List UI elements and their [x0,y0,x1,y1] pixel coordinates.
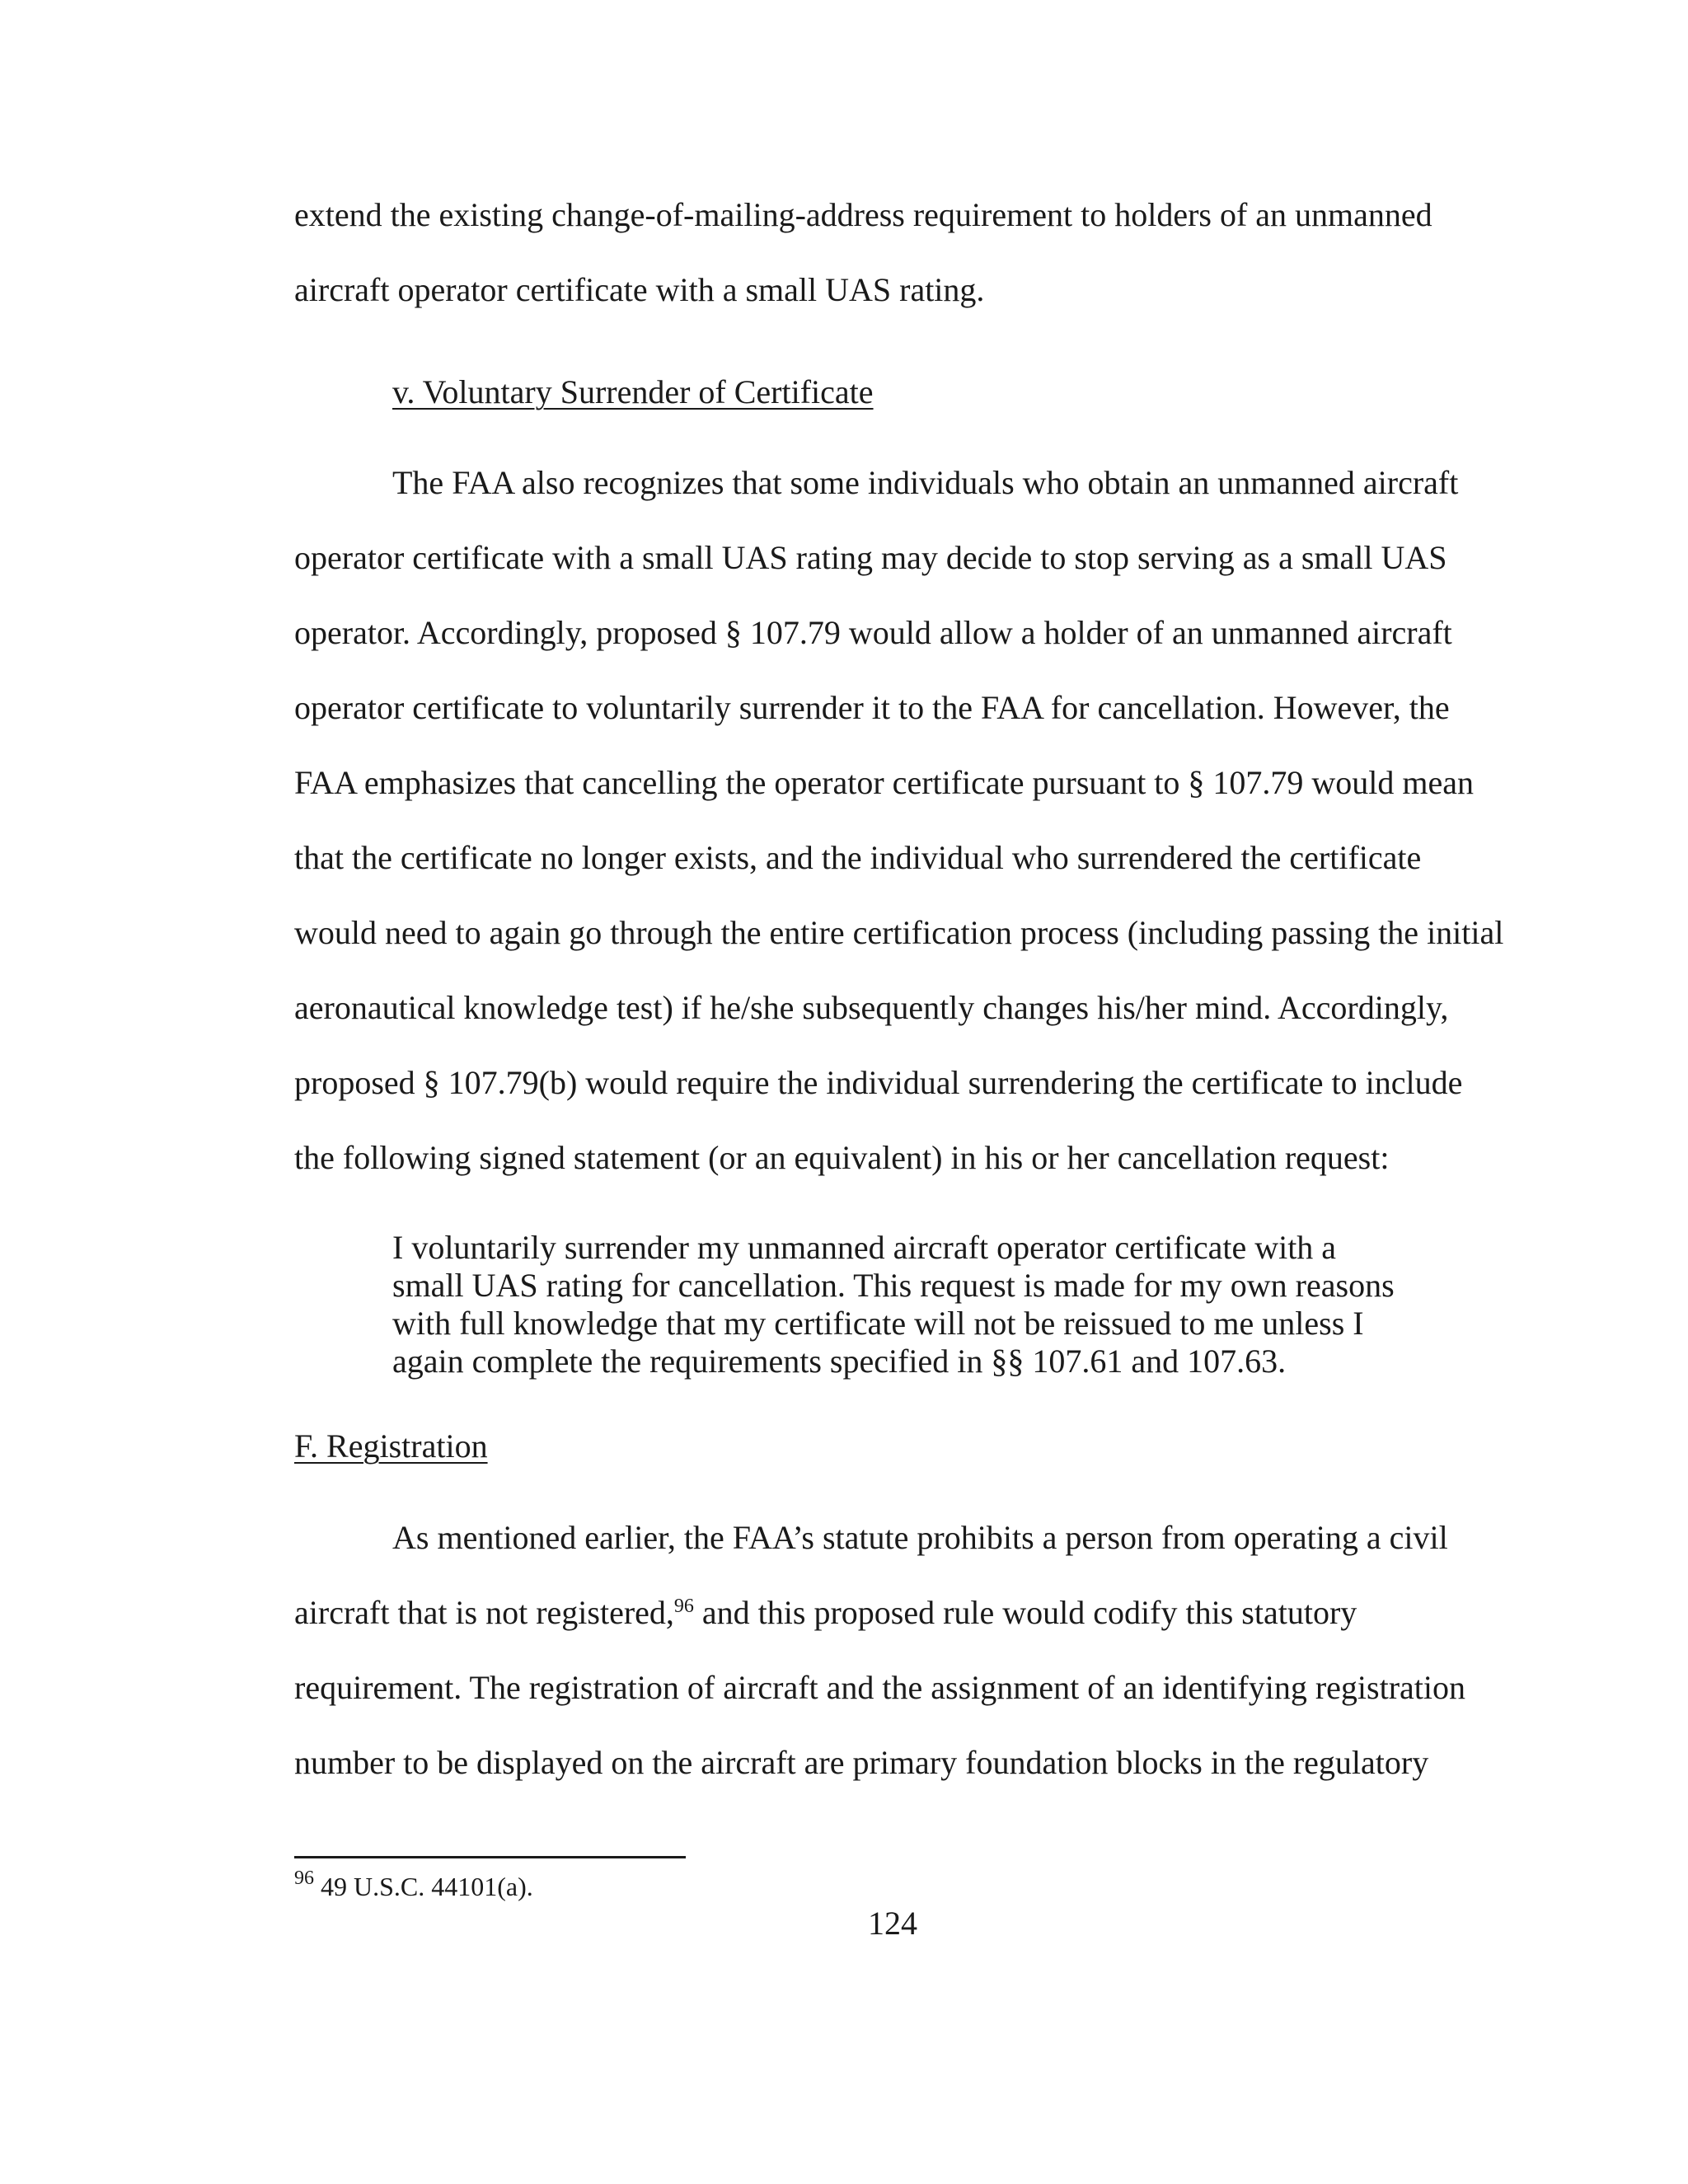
body-text-line: proposed § 107.79(b) would require the individual surrendering the certificate to include [294,1064,1463,1101]
body-text-line: aeronautical knowledge test) if he/she subsequently changes his/her mind. Accordingly, [294,989,1449,1026]
section-heading-registration: F. Registration [294,1427,488,1465]
footnote-separator [294,1856,686,1858]
page-number: 124 [868,1905,917,1942]
footnote-number: 96 [294,1868,314,1889]
body-text-line: that the certificate no longer exists, and the individual who surrendered the certificate [294,839,1422,876]
body-text-line-with-footnote [294,1593,1357,1633]
quote-line: again complete the requirements specified in §§ 107.61 and 107.63. [392,1343,1287,1380]
body-text-line: the following signed statement (or an equivalent) in his or her cancellation request: [294,1139,1390,1176]
quote-line: I voluntarily surrender my unmanned aircraft operator certificate with a [392,1229,1337,1266]
body-text-line: FAA emphasizes that cancelling the operator certificate pursuant to § 107.79 would mean [294,764,1475,801]
body-text-line: operator. Accordingly, proposed § 107.79 would allow a holder of an unmanned aircraft [294,614,1452,651]
body-text-line: The FAA also recognizes that some individuals who obtain an unmanned aircraft [392,464,1459,501]
body-text-line: operator certificate with a small UAS rating may decide to stop serving as a small UAS [294,539,1447,576]
body-text-line: extend the existing change-of-mailing-address requirement to holders of an unmanned [294,196,1432,233]
quote-line: small UAS rating for cancellation. This request is made for my own reasons [392,1267,1395,1304]
body-text-line: aircraft operator certificate with a small UAS rating. [294,271,985,308]
body-text-line: As mentioned earlier, the FAA’s statute prohibits a person from operating a civil [392,1519,1448,1556]
body-text-line: requirement. The registration of aircraft and the assignment of an identifying registration [294,1669,1466,1706]
footnote-reference: 96 [673,1596,694,1617]
text-segment: aircraft that is not registered, [294,1594,674,1631]
text-segment: and this proposed rule would codify this statutory [693,1594,1357,1631]
body-text-line: number to be displayed on the aircraft are primary foundation blocks in the regulatory [294,1744,1429,1781]
quote-line: with full knowledge that my certificate will not be reissued to me unless I [392,1305,1364,1342]
section-heading-voluntary-surrender: v. Voluntary Surrender of Certificate [392,373,874,410]
body-text-line: operator certificate to voluntarily surrender it to the FAA for cancellation. However, the [294,689,1450,726]
footnote [294,1870,533,1903]
body-text-line: would need to again go through the entire certification process (including passing the initial [294,914,1504,951]
footnote-text: 49 U.S.C. 44101(a). [314,1872,533,1901]
